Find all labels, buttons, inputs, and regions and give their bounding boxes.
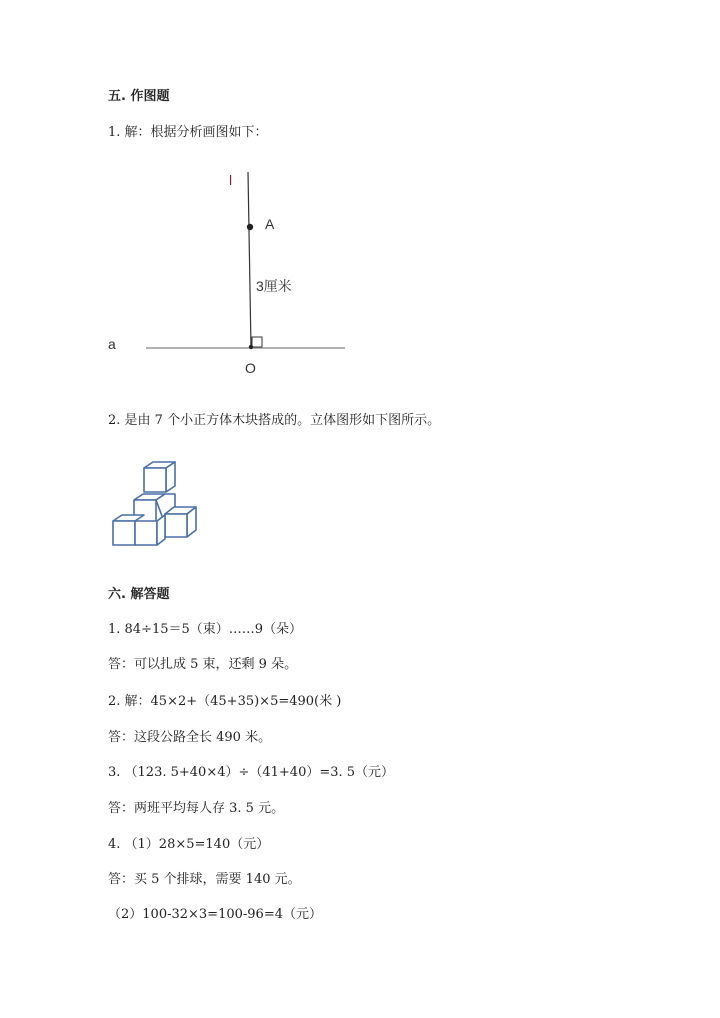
q2-text: 2. 是由 7 个小正方体木块搭成的。立体图形如下图所示。: [108, 413, 441, 428]
answer-line-7: 4. （1）28×5=140（元）: [108, 837, 270, 852]
point-o-label: O: [245, 360, 256, 376]
answer-line-6: 答：两班平均每人存 3. 5 元。: [108, 801, 285, 816]
answer-line-4: 答：这段公路全长 490 米。: [108, 730, 272, 745]
answer-line-2: 答：可以扎成 5 束，还剩 9 朵。: [108, 657, 298, 672]
section-6-title: 六. 解答题: [108, 587, 170, 602]
line-a-label: a: [108, 336, 116, 352]
q1-text: 1. 解：根据分析画图如下：: [108, 125, 268, 140]
answer-line-1: 1. 84÷15＝5（束）……9（朵）: [108, 622, 303, 637]
cube-right: [165, 507, 196, 537]
point-a-label: A: [265, 216, 275, 232]
answer-line-3: 2. 解：45×2+（45+35)×5=490(米 ): [108, 694, 342, 709]
answer-line-9: （2）100-32×3=100-96=4（元）: [108, 907, 322, 922]
distance-label: 3厘米: [256, 278, 292, 294]
cube-top: [144, 462, 175, 492]
line-l-label: l: [229, 172, 233, 188]
answer-line-5: 3. （123. 5+40×4）÷（41+40）=3. 5（元）: [108, 765, 395, 780]
answer-line-8: 答：买 5 个排球，需要 140 元。: [108, 872, 301, 887]
section-5-title: 五. 作图题: [108, 89, 170, 104]
